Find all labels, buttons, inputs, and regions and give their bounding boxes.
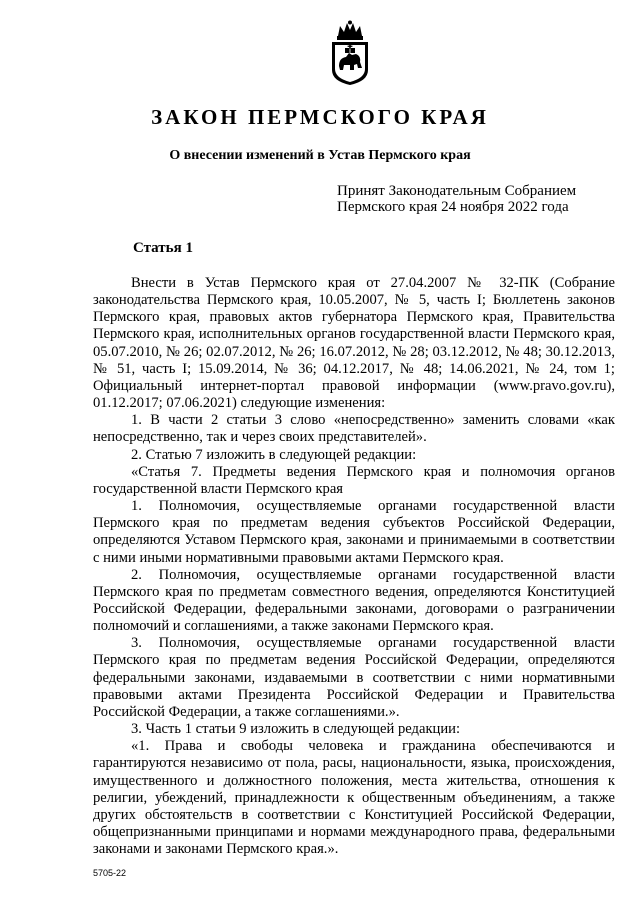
document-code: 5705-22: [93, 868, 127, 878]
adoption-line-1: Принят Законодательным Собранием: [337, 183, 577, 199]
law-body: [93, 275, 615, 858]
law-title: ЗАКОН ПЕРМСКОГО КРАЯ: [151, 105, 489, 129]
adoption-note: [337, 183, 576, 215]
paragraph-item-1: 1. В части 2 статьи 3 слово «непосредственно» заменить словами «как непосредственно, так и через своих представителей».: [93, 412, 615, 446]
paragraph-article-7-title: «Статья 7. Предметы ведения Пермского края и полномочия органов государственной власти Пермского края: [93, 463, 615, 497]
paragraph-item-2: 2. Статью 7 изложить в следующей редакции:: [131, 446, 417, 463]
paragraph-item-3: 3. Часть 1 статьи 9 изложить в следующей редакции:: [131, 721, 461, 738]
paragraph-intro: Внести в Устав Пермского края от 27.04.2007 № 32-ПК (Собрание законодательства Пермского края, 10.05.2007, № 5, часть I; Бюллетень законов Пермского края, правовых актов губернатора Пермского края, Правительства Пермского края, исполнительных органов государственной власти Пермского края, 05.07.2010, № 26; 02.07.2012, № 26; 16.07.2012, № 28; 03.12.2012, № 48; 30.12.2013, № 51, часть I; 15.09.2014, № 36; 04.12.2017, № 48; 14.06.2021, № 24, том 1; Официальный интернет-портал правовой информации (www.pravo.gov.ru), 01.12.2017; 07.06.2021) следующие изменения:: [93, 275, 615, 412]
paragraph-article-7-part-2: 2. Полномочия, осуществляемые органами государственной власти Пермского края по предметам совместного ведения, определяются Конституцией Российской Федерации, федеральными законами, договорами о разграничении полномочий и соглашениями, а также законами Пермского края.: [93, 566, 615, 635]
article-heading: Статья 1: [133, 240, 193, 256]
paragraph-article-7-part-3: 3. Полномочия, осуществляемые органами государственной власти Пермского края по предметам ведения Российской Федерации, определяются федеральными законами, издаваемыми в соответствии с ними нормативными правовыми актами Президента Российской Федерации и Правительства Российской Федерации, а также соглашениями.».: [93, 635, 615, 720]
paragraph-article-7-part-1: 1. Полномочия, осуществляемые органами государственной власти Пермского края по предметам ведения субъектов Российской Федерации, определяются Уставом Пермского края, законами и принимаемыми в соответствии с ними иными нормативными правовыми актами Пермского края.: [93, 498, 615, 566]
paragraph-article-9-part-1: «1. Права и свободы человека и гражданина обеспечиваются и гарантируются независимо от пола, расы, национальности, языка, происхождения, имущественного и должностного положения, места жительства, отношения к религии, убеждений, принадлежности к общественным объединениям, а также других обстоятельств в соответствии с Конституцией Российской Федерации, общепризнанными принципами и нормами международного права, федеральными законами и законами Пермского края.».: [93, 738, 615, 858]
perm-krai-coat-of-arms-icon: [329, 20, 371, 86]
adoption-line-2: Пермского края 24 ноября 2022 года: [337, 199, 569, 215]
law-subtitle: О внесении изменений в Устав Пермского края: [169, 148, 471, 163]
